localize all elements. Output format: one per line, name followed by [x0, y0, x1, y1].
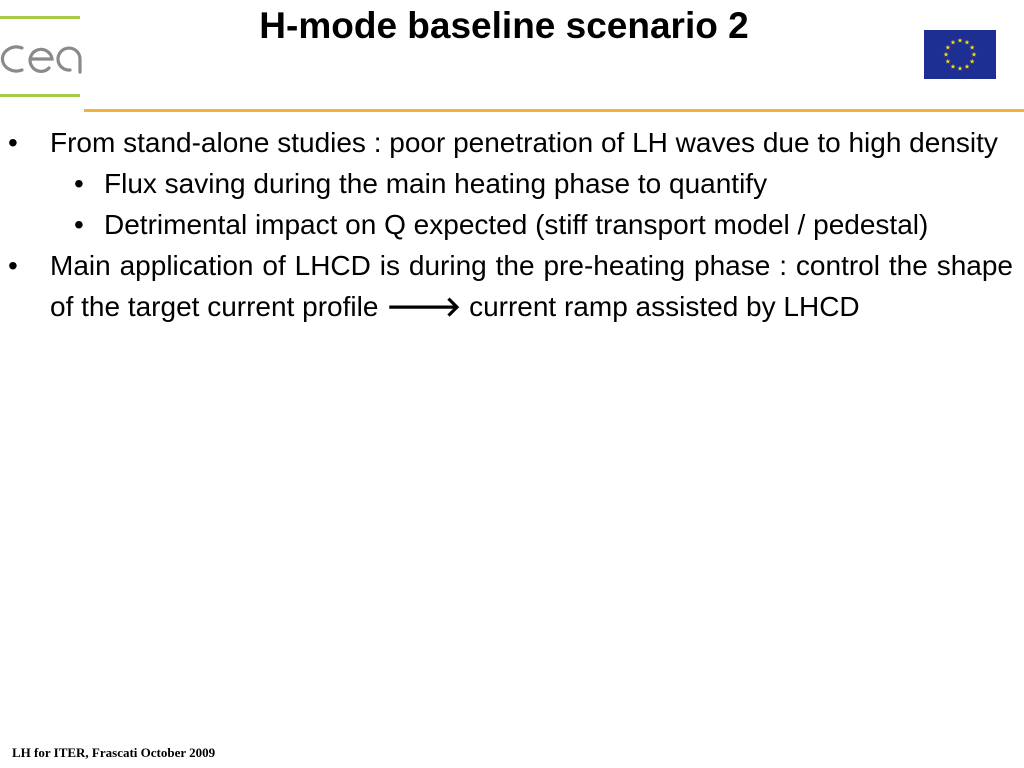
eu-star-icon	[965, 40, 970, 45]
header-separator	[84, 109, 1024, 112]
eu-star-icon	[972, 52, 977, 57]
eu-star-icon	[945, 45, 950, 50]
eu-star-icon	[944, 52, 949, 57]
slide-title: H-mode baseline scenario 2	[259, 5, 749, 46]
bullet-item	[0, 245, 1013, 327]
sub-bullet-item	[0, 163, 1013, 204]
logo-bottom-bar	[0, 94, 80, 97]
bullet-text: Detrimental impact on Q expected (stiff transport model / pedestal)	[104, 209, 929, 240]
eu-star-icon	[958, 66, 963, 71]
bullet-item	[0, 122, 1013, 163]
bullet-text: Main application of LHCD is during the pre-heating phase : control the shape of the target current profile	[50, 250, 1013, 322]
footer-text: LH for ITER, Frascati October 2009	[12, 745, 216, 760]
eu-star-icon	[958, 38, 963, 43]
bullet-marker: •	[74, 168, 84, 199]
eu-star-icon	[970, 45, 975, 50]
bullet-marker: •	[8, 250, 18, 281]
bullet-text: Flux saving during the main heating phase to quantify	[104, 168, 768, 199]
european-union-flag	[924, 30, 996, 79]
slide-content	[0, 122, 1024, 327]
eu-star-icon	[945, 59, 950, 64]
bullet-text: current ramp assisted by LHCD	[469, 291, 860, 322]
bullet-marker: •	[74, 209, 84, 240]
eu-star-icon	[965, 64, 970, 69]
bullet-text: From stand-alone studies : poor penetration of LH waves due to high density	[50, 127, 998, 158]
eu-stars-icon	[924, 30, 996, 79]
eu-star-icon	[951, 40, 956, 45]
sub-bullet-item	[0, 204, 1013, 245]
eu-star-icon	[970, 59, 975, 64]
bullet-marker: •	[8, 127, 18, 158]
right-arrow-icon: 🡒	[386, 291, 462, 322]
eu-star-icon	[951, 64, 956, 69]
